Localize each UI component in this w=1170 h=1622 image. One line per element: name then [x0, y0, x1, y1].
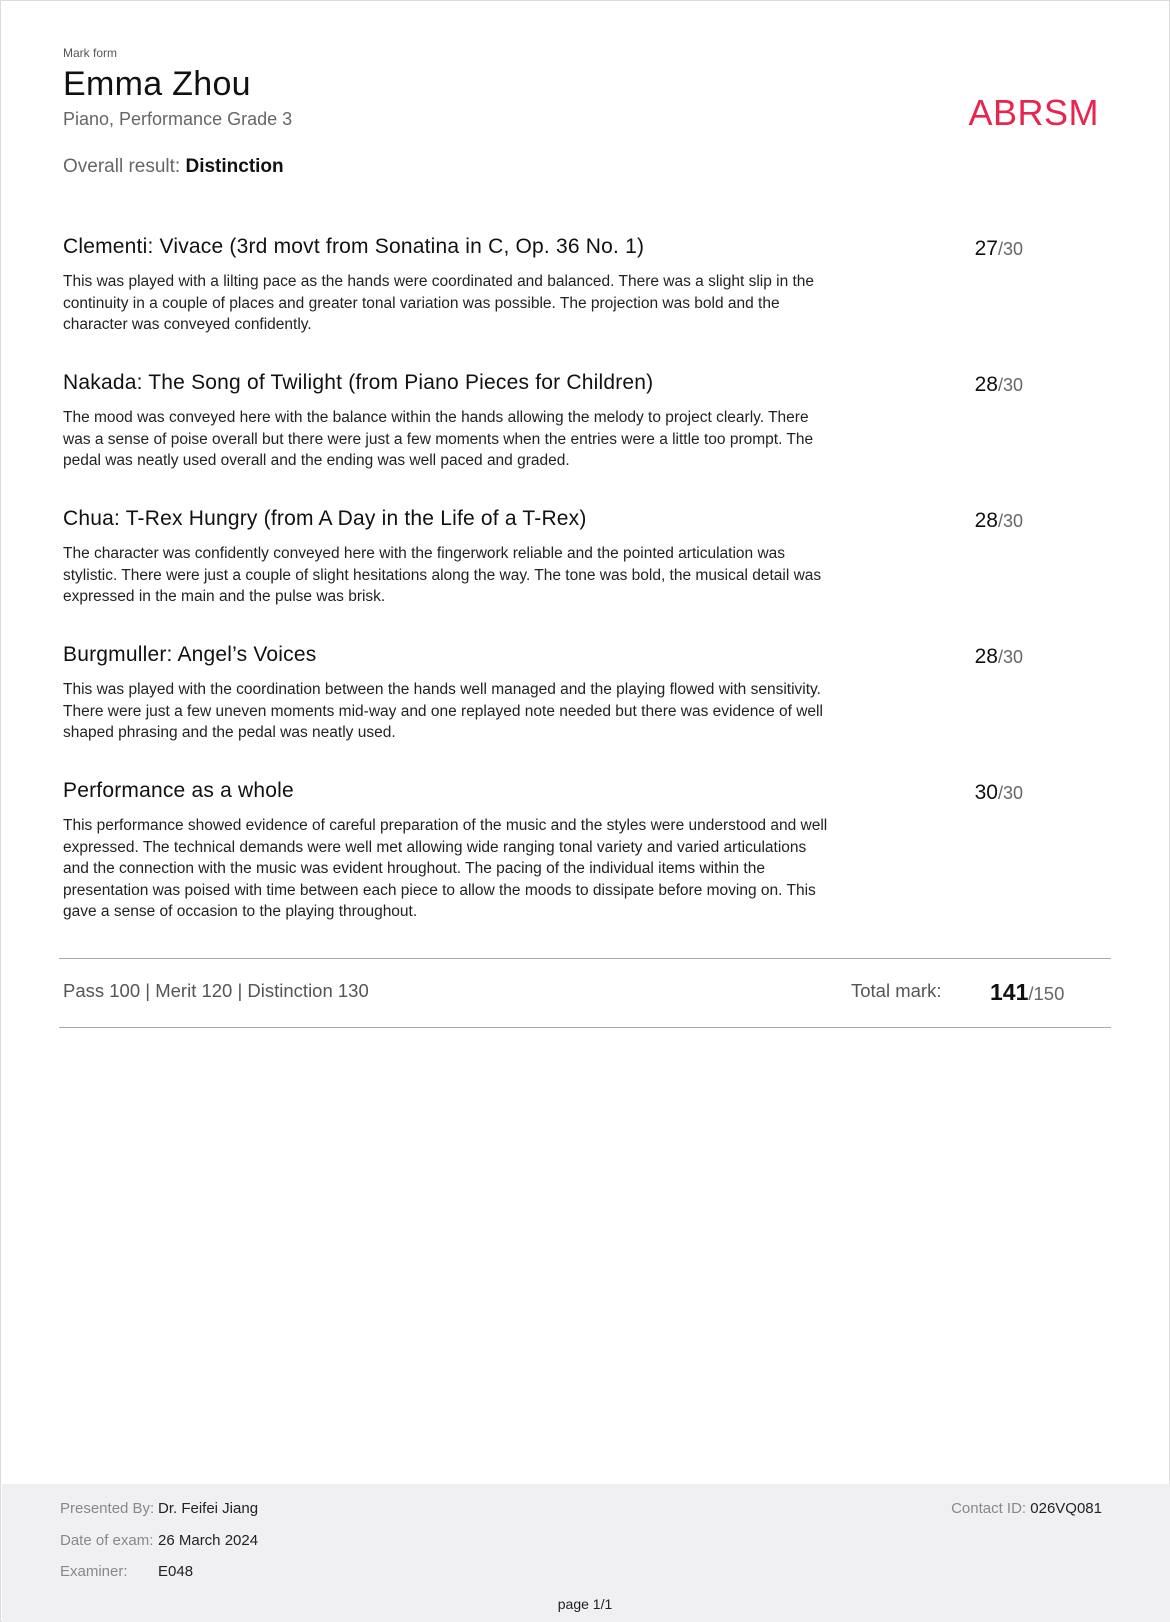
item-out-of: /30: [997, 783, 1023, 803]
assessment-item: [63, 369, 1103, 505]
examiner-row: [60, 1562, 193, 1582]
item-title: Burgmuller: Angel’s Voices: [63, 643, 317, 666]
assessment-item: [63, 505, 1103, 641]
item-comment: This was played with the coordination between the hands well managed and the playing flowed with sensitivity. There were just a few uneven moments mid-way and one replayed note needed but there was evidence of well shaped phrasing and the pedal was neatly used.: [63, 681, 823, 741]
abrsm-logo: ABRSM: [968, 92, 1099, 133]
item-comment: The mood was conveyed here with the balance within the hands allowing the melody to project clearly. There was a sense of poise overall but there were just a few moments when the entries were a little too prompt. The pedal was neatly used overall and the ending was well paced and graded.: [63, 409, 814, 469]
date-of-exam-label: Date of exam:: [60, 1532, 154, 1549]
presented-by-label: Presented By:: [60, 1500, 155, 1517]
item-score: 28: [974, 645, 998, 668]
item-out-of: /30: [997, 375, 1023, 395]
grade-thresholds: Pass 100 | Merit 120 | Distinction 130: [63, 980, 369, 1001]
assessment-items: [63, 233, 1103, 947]
total-out-of: /150: [1028, 983, 1065, 1004]
examiner-label: Examiner:: [60, 1563, 128, 1580]
student-name: Emma Zhou: [63, 65, 251, 103]
item-comment: The character was confidently conveyed here with the fingerwork reliable and the pointed articulation was stylistic. There were just a couple of slight hesitations along the way. The tone was bold, the musical detail was expressed in the main and the pulse was brisk.: [63, 545, 822, 605]
item-mark: [975, 371, 1023, 399]
presented-by-value: Dr. Feifei Jiang: [158, 1500, 259, 1517]
total-score: 141: [990, 979, 1029, 1005]
item-out-of: /30: [997, 511, 1023, 531]
contact-id-value: 026VQ081: [1030, 1500, 1102, 1517]
contact-id-label: Contact ID:: [951, 1500, 1027, 1517]
item-out-of: /30: [997, 647, 1023, 667]
date-of-exam-row: [60, 1531, 258, 1551]
item-mark: [975, 235, 1023, 263]
item-mark: [975, 643, 1023, 671]
item-title: Performance as a whole: [63, 779, 294, 802]
item-score: 28: [974, 373, 998, 396]
item-title: Chua: T-Rex Hungry (from A Day in the Life of a T-Rex): [63, 507, 587, 530]
total-mark-value: [990, 978, 1064, 1008]
item-comment: This performance showed evidence of careful preparation of the music and the styles were understood and well expressed. The technical demands were well met allowing wide ranging tonal variety and varied articulations and the connection with the music was evident hroughout. The pacing of the individual items within the presentation was poised with time between each piece to allow the moods to dissipate before moving on. This gave a sense of occasion to the playing throughout.: [63, 817, 828, 920]
total-mark-label: Total mark:: [851, 980, 942, 1001]
date-of-exam-value: 26 March 2024: [158, 1532, 259, 1549]
assessment-item: [63, 641, 1103, 777]
examiner-value: E048: [158, 1563, 194, 1580]
overall-result-label: Overall result:: [63, 156, 181, 177]
header: [63, 45, 1103, 180]
form-label: Mark form: [63, 46, 117, 60]
item-score: 30: [974, 781, 998, 804]
item-title: Nakada: The Song of Twilight (from Piano Pieces for Children): [63, 371, 654, 394]
totals-bar: [59, 958, 1111, 1028]
item-comment: This was played with a lilting pace as the hands were coordinated and balanced. There was a slight slip in the continuity in a couple of places and greater tonal variation was possible. The projection was bold and the character was conveyed confidently.: [63, 273, 815, 333]
subject: Piano, Performance Grade 3: [63, 109, 293, 129]
assessment-item: [63, 233, 1103, 369]
item-title: Clementi: Vivace (3rd movt from Sonatina in C, Op. 36 No. 1): [63, 235, 645, 258]
item-mark: [975, 507, 1023, 535]
overall-result-value: Distinction: [185, 156, 284, 177]
item-out-of: /30: [997, 239, 1023, 259]
overall-result: [63, 154, 1103, 180]
item-score: 28: [974, 509, 998, 532]
item-mark: [975, 779, 1023, 807]
page-number: page 1/1: [557, 1596, 613, 1612]
contact-id: [951, 1499, 1102, 1519]
assessment-item-performance-whole: [63, 777, 1103, 947]
presented-by-row: [60, 1499, 258, 1519]
item-score: 27: [974, 237, 998, 260]
